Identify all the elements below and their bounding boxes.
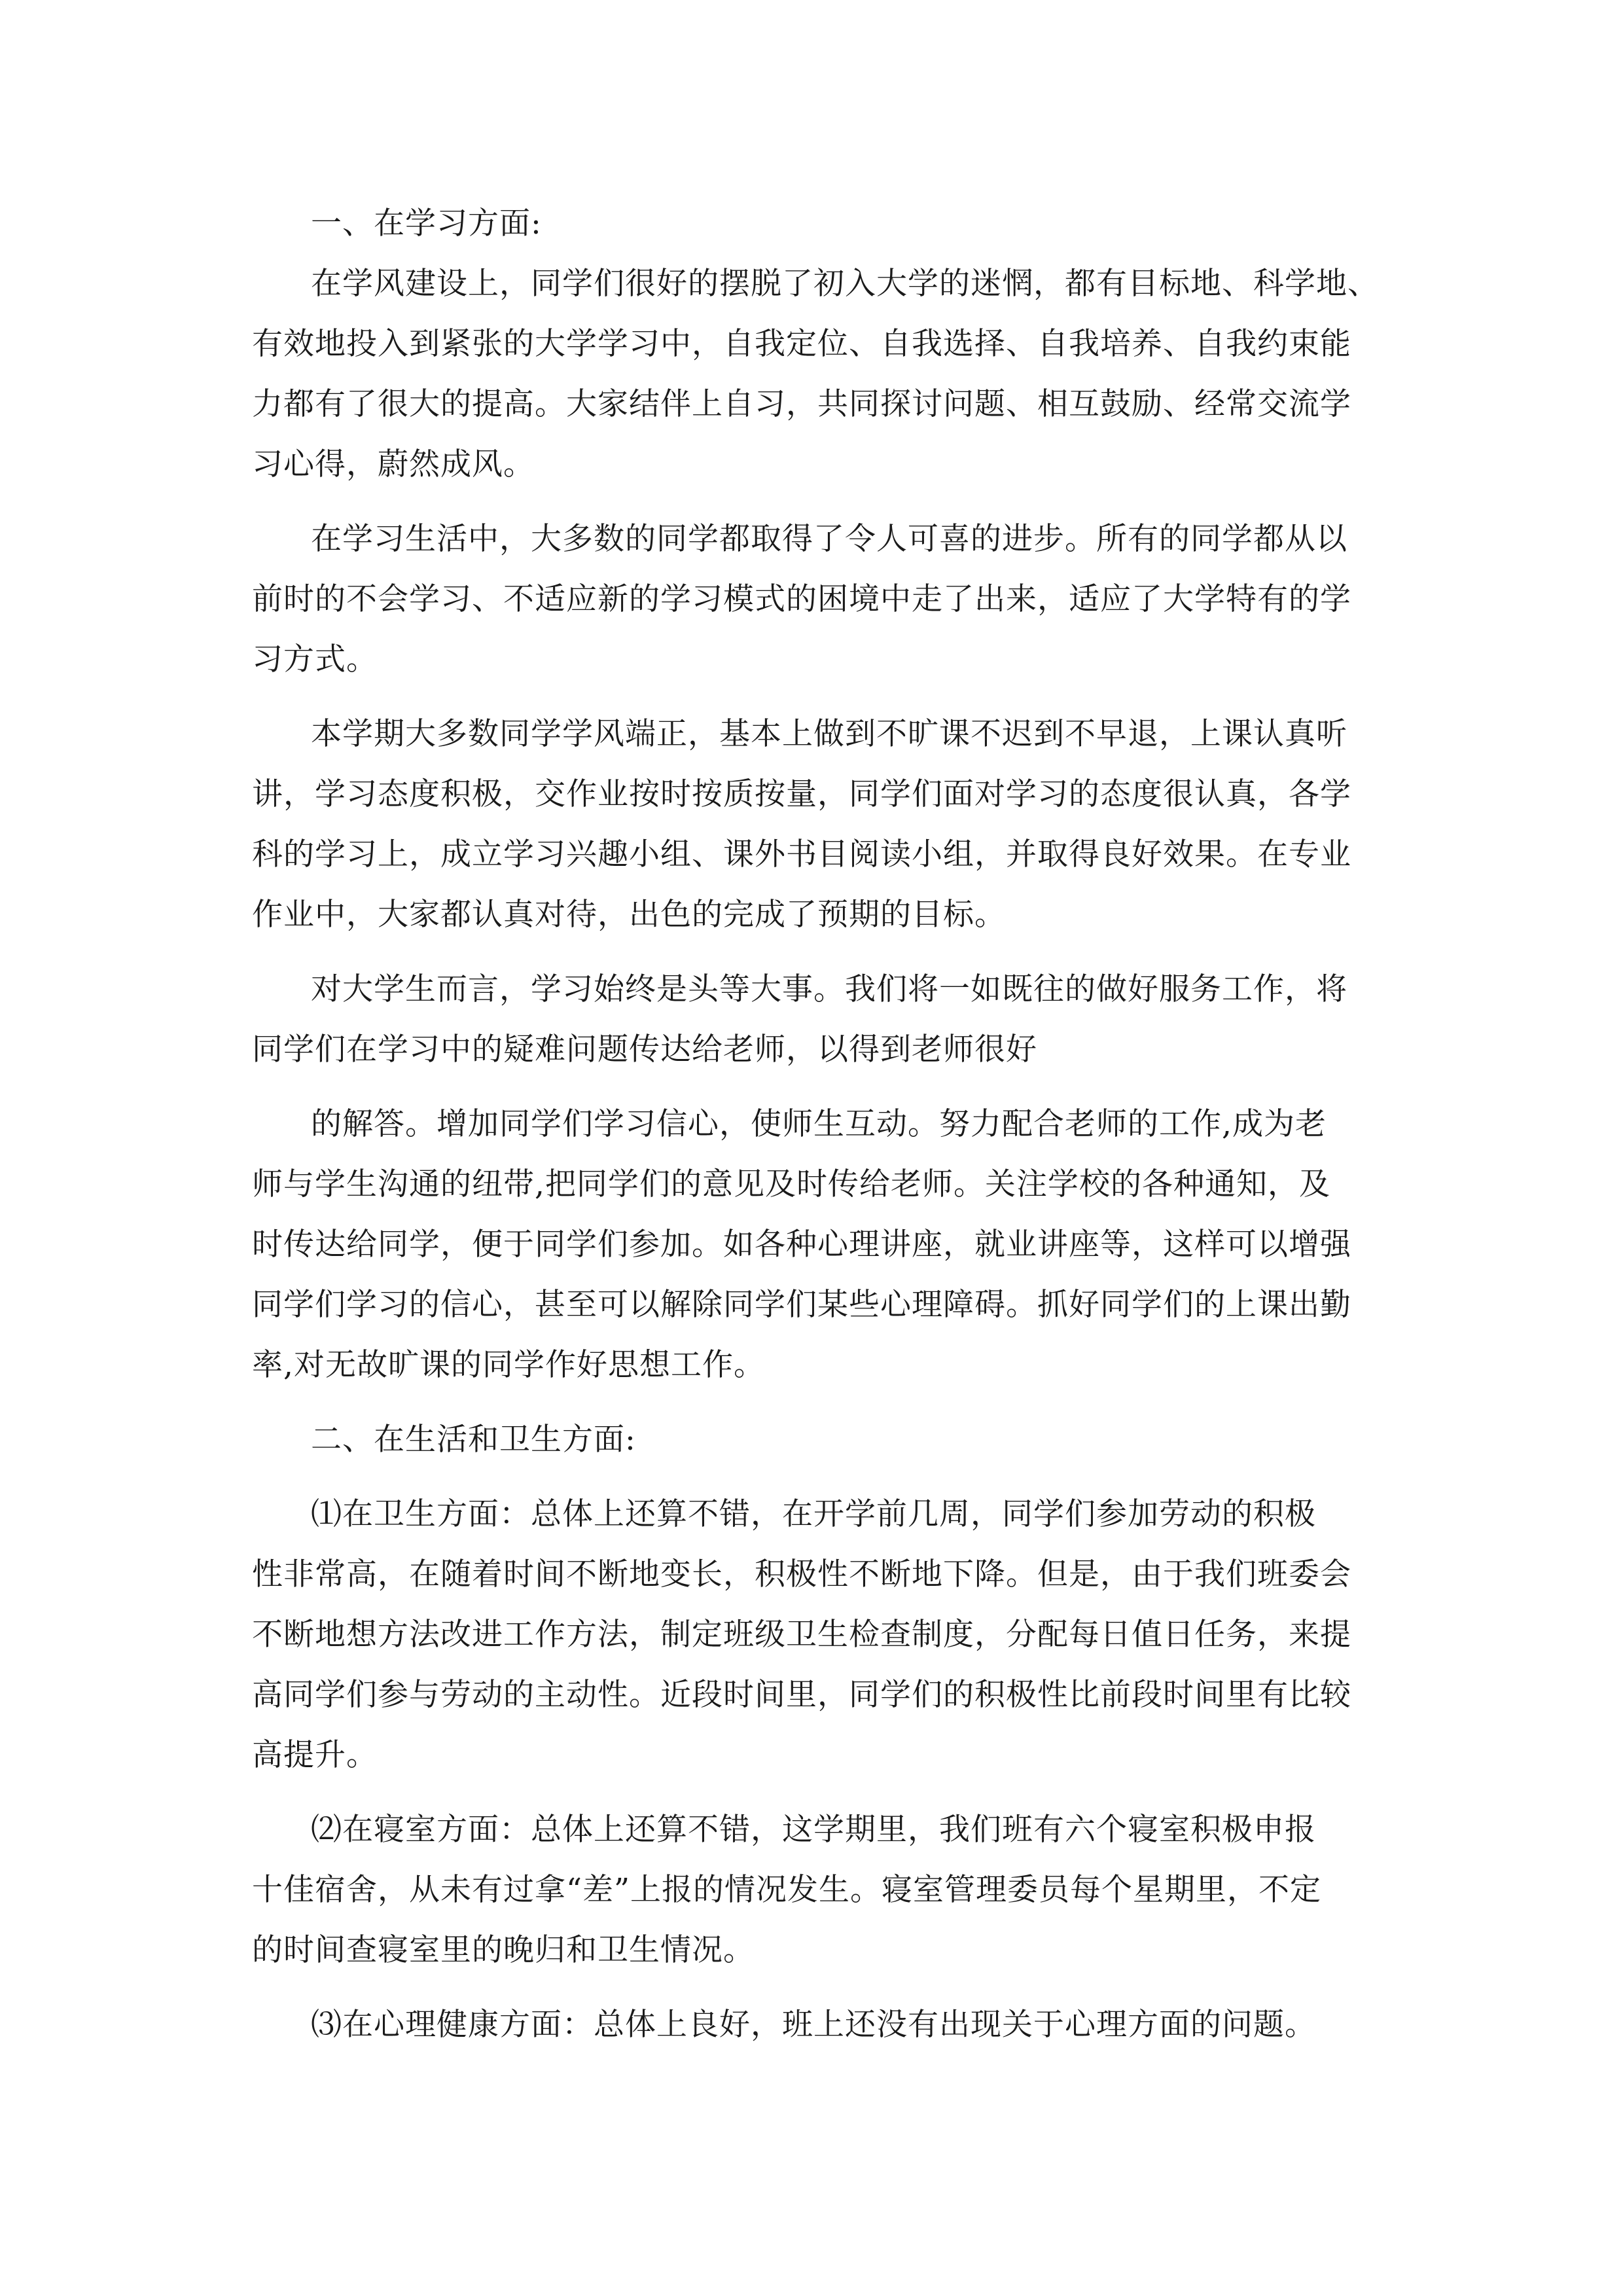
paragraph-line: 师与学生沟通的纽带,把同学们的意见及时传给老师。关注学校的各种通知，及: [252, 1166, 1330, 1202]
paragraph-line: 习心得，蔚然成风。: [252, 446, 535, 482]
paragraph-line: ⑴在卫生方面：总体上还算不错，在开学前几周，同学们参加劳动的积极: [311, 1496, 1316, 1532]
paragraph-line: 率,对无故旷课的同学作好思想工作。: [252, 1347, 765, 1383]
paragraph-line: 不断地想方法改进工作方法，制定班级卫生检查制度，分配每日值日任务，来提: [252, 1617, 1351, 1653]
paragraph-line: 有效地投入到紧张的大学学习中，自我定位、自我选择、自我培养、自我约束能: [252, 326, 1351, 362]
section-heading-life-hygiene: 二、在生活和卫生方面:: [311, 1422, 636, 1458]
paragraph-line: 作业中，大家都认真对待，出色的完成了预期的目标。: [252, 897, 1006, 933]
paragraph-line: 讲，学习态度积极，交作业按时按质按量，同学们面对学习的态度很认真，各学: [252, 776, 1351, 812]
paragraph-line: 在学习生活中，大多数的同学都取得了令人可喜的进步。所有的同学都从以: [311, 521, 1347, 557]
paragraph-line: 的解答。增加同学们学习信心，使师生互动。努力配合老师的工作,成为老: [311, 1106, 1327, 1142]
paragraph-line: 高同学们参与劳动的主动性。近段时间里，同学们的积极性比前段时间里有比较: [252, 1677, 1351, 1713]
paragraph-line: 对大学生而言，学习始终是头等大事。我们将一如既往的做好服务工作，将: [311, 971, 1347, 1007]
section-heading-study: 一、在学习方面:: [311, 206, 542, 242]
paragraph-line: 前时的不会学习、不适应新的学习模式的困境中走了出来，适应了大学特有的学: [252, 581, 1351, 617]
paragraph-line: 本学期大多数同学学风端正，基本上做到不旷课不迟到不早退，上课认真听: [311, 716, 1347, 752]
paragraph-line: 力都有了很大的提高。大家结伴上自习，共同探讨问题、相互鼓励、经常交流学: [252, 386, 1351, 422]
paragraph-line: 时传达给同学，便于同学们参加。如各种心理讲座，就业讲座等，这样可以增强: [252, 1227, 1351, 1263]
paragraph-line: 高提升。: [252, 1737, 378, 1773]
paragraph-line: 同学们学习的信心，甚至可以解除同学们某些心理障碍。抓好同学们的上课出勤: [252, 1287, 1351, 1323]
paragraph-line: 十佳宿舍，从未有过拿“差”上报的情况发生。寝室管理委员每个星期里，不定: [252, 1872, 1322, 1908]
paragraph-line: ⑶在心理健康方面：总体上良好，班上还没有出现关于心理方面的问题。: [311, 2007, 1316, 2043]
paragraph-line: 科的学习上，成立学习兴趣小组、课外书目阅读小组，并取得良好效果。在专业: [252, 836, 1351, 872]
paragraph-line: 的时间查寝室里的晚归和卫生情况。: [252, 1932, 755, 1968]
paragraph-line: 习方式。: [252, 641, 378, 677]
paragraph-line: ⑵在寝室方面：总体上还算不错，这学期里，我们班有六个寝室积极申报: [311, 1812, 1316, 1848]
paragraph-line: 同学们在学习中的疑难问题传达给老师，以得到老师很好: [252, 1031, 1037, 1067]
paragraph-line: 性非常高，在随着时间不断地变长，积极性不断地下降。但是，由于我们班委会: [252, 1556, 1351, 1592]
paragraph-line: 在学风建设上，同学们很好的摆脱了初入大学的迷惘，都有目标地、科学地、: [311, 266, 1379, 302]
